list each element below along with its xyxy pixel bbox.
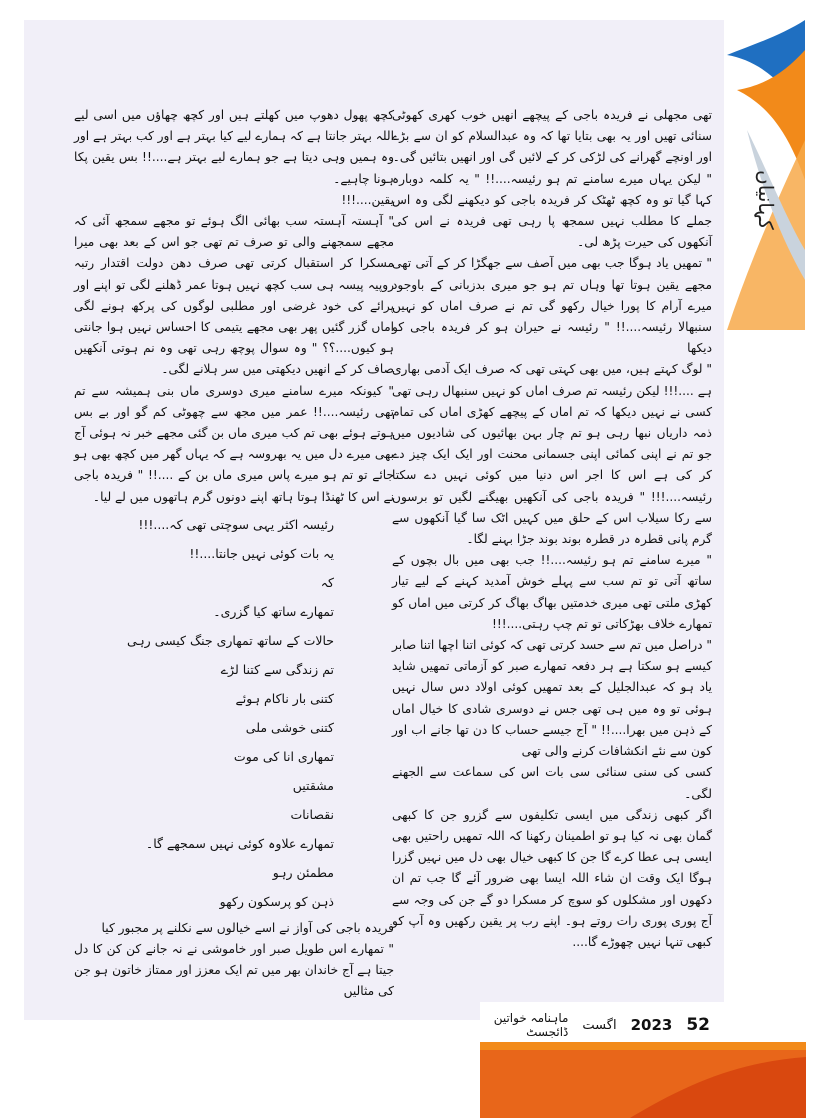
paragraph: تھی مجھلی نے فریدہ باجی کے پیچھے انھیں خوب کھری کھوٹی سنائی تھیں اور یہ بھی بتایا تھا کہ وہ عبدالسلام کو ان سے بڑے اور اونچے گھرانے کی لڑکی کر کے لائیں گی اور انھیں بتائیں گی۔ xyxy=(392,108,712,165)
section-title: کہانیاں xyxy=(754,170,778,230)
left-text-column xyxy=(74,105,394,1003)
poem-line: تمھارے علاوہ کوئی نہیں سمجھے گا۔ xyxy=(145,835,334,851)
poem-line: کتنی بار ناکام ہوئے xyxy=(235,690,334,706)
paragraph: " کیونکہ میرے سامنے میری دوسری ماں بنی ہمیشہ سے تم تھی رئیسہ....!! عمر میں مجھ سے چھوٹی کم گو اور بے بس ہوتے ہوئے بھی تم کب میری ماں بن گئی مجھے خبر نہ ہوئی آج بھی میرے دل میں یہ بھروسہ ہے کہ یہاں گھر میں کچھ بھی ہو جائے تو تم ہو میرے پاس میری ماں بن کے ....!! " فریدہ باجی نے اس کا ٹھنڈا ہوتا ہاتھ اپنے دونوں گرم ہاتھوں میں لے لیا۔ xyxy=(74,383,394,504)
paragraph: " تمھیں یاد ہوگا جب بھی میں آصف سے جھگڑا کر کے آتی تھی مجھے یقین ہوتا تھا وہاں تم ہو جو میری بدزبانی کے باوجود میرے آرام کا پورا خیال رکھو گی تم نے صرف اماں کو نہیں سنبھالا رئیسہ....!! " رئیسہ نے حیران ہو کر فریدہ باجی کو دیکھا xyxy=(392,256,712,356)
poem-line: تمھارے ساتھ کیا گزری۔ xyxy=(213,603,334,619)
poem-line: کہ xyxy=(320,574,334,590)
poem-line: ذہن کو پرسکون رکھو xyxy=(219,893,334,909)
magazine-name: ماہنامہ خواتین ڈائجسٹ xyxy=(493,1011,569,1039)
poem-line: یہ بات کوئی نہیں جانتا....!! xyxy=(189,545,334,561)
poem-block xyxy=(74,510,394,916)
paragraph: کچھ پھول دھوپ میں کھلتے ہیں اور کچھ چھاؤں میں اسی لیے اللہ بہتر جانتا ہے کہ ہمارے لیے کیا بہتر ہے اور کب بہتر ہے اور وہ ہمیں وہی دیتا ہے جو ہمارے لیے بہتر ہے....!! بس یقین پکا ہونا چاہیے۔ xyxy=(74,108,394,186)
poem-line: حالات کے ساتھ تمھاری جنگ کیسی رہی xyxy=(126,632,334,648)
poem-line: نقصانات xyxy=(290,806,334,822)
issue-month: اگست xyxy=(582,1017,617,1033)
paragraph: " تمھارے اس طویل صبر اور خاموشی نے نہ جانے کن کن کا دل جیتا ہے آج خاندان بھر میں تم ایک معزز اور ممتاز خاتون ہو جن کی مثالیں xyxy=(74,942,394,999)
paragraph: فریدہ باجی کی آواز نے اسے خیالوں سے نکلنے پر مجبور کیا xyxy=(101,920,394,935)
paragraph: اگر کبھی زندگی میں ایسی تکلیفوں سے گزرو جن کا کبھی گمان بھی نہ کیا ہو تو اطمینان رکھنا کہ اللہ تمھیں راحتیں بھی ایسی ہی عطا کرے گا جن کا کبھی خیال بھی دل میں نہیں گزرا ہوگا ایک وقت ان شاء اللہ ایسا بھی ضرور آئے گا جب تم ان دکھوں اور مشکلوں کو سوچ کر مسکرا دو گے جن کی وجہ سے آج پوری پوری رات روتے ہو۔ اپنے رب پر یقین رکھیں وہ آپ کو کبھی تنہا نہیں چھوڑے گا.... xyxy=(392,807,712,949)
footer-info xyxy=(490,1012,710,1038)
poem-line: رئیسہ اکثر یہی سوچتی تھی کہ....!!! xyxy=(138,516,334,532)
paragraph: " آہستہ آہستہ سب بھائی الگ ہوئے تو مجھے سمجھ آئی کہ مجھے سمجھنے والی تو صرف تم تھی جو اس کے بعد بھی میرا مسکرا کر استقبال کرتی تھی صرف دھن دولت اقتدار رتبہ روپیہ پیسہ ہی سب کچھ نہیں ہوتا عمر ڈھلنے لگی تو اپنے اور پرائے کی خود غرضی اور مطلبی لوگوں کی پرکھ ہونے لگی اماں گزر گئیں پھر بھی مجھے یتیمی کا احساس نہیں ہوا جانتی ہو کیوں....؟؟ " وہ سوال پوچھ رہی تھی وہ نم ہوتی آنکھیں صاف کر کے انھیں دیکھتی میں سر ہلانے لگی۔ xyxy=(74,214,394,377)
paragraph: کسی کی سنی سنائی سی بات اس کی سماعت سے الجھنے لگی۔ xyxy=(392,765,712,801)
paragraph: " لوگ کہتے ہیں، میں بھی کہتی تھی کہ صرف ایک آدمی بھاری ہے ....!!! لیکن رئیسہ تم صرف اماں کو نہیں سنبھال رہی تھی کسی نے نہیں دیکھا کہ تم اماں کے پیچھے کھڑی اماں کی تمام ذمہ داریاں نبھا رہی ہو تم چار بہن بھائیوں کی شادیوں میں جو تم نے اپنی کمائی اپنی جسمانی محنت اور ایک ایک چیز دے کر کی ہے اس کا اجر اس دنیا میں کوئی نہیں دے سکتا رئیسہ....!!! " فریدہ باجی کی آنکھیں بھیگنے لگیں تو برسوں سے رکا سیلاب اس کے حلق میں کہیں اٹک سا گیا آنکھوں سے گرم پانی قطرہ در قطرہ بوند بوند جڑا بہنے لگا۔ xyxy=(392,362,712,547)
paragraph: یقین....!!! xyxy=(341,192,394,207)
paragraph: " لیکن یہاں میرے سامنے تم ہو رئیسہ....!! " یہ کلمہ دوبارہ کہا گیا تو وہ کچھ ٹھٹک کر فریدہ باجی کو دیکھنے لگی وہ اس جملے کا مطلب نہیں سمجھ پا رہی تھی فریدہ نے اس کی آنکھوں کی حیرت پڑھ لی۔ xyxy=(392,171,712,250)
poem-line: تم زندگی سے کتنا لڑے xyxy=(220,661,334,677)
right-text-column xyxy=(392,105,712,953)
paragraph: " دراصل میں تم سے حسد کرتی تھی کہ کوئی اتنا اچھا اتنا صابر کیسے ہو سکتا ہے ہر دفعہ تمھارے صبر کو آزماتی تمھیں شاید یاد ہو کہ عبدالجلیل کے بعد تمھیں کوئی اولاد دس سال نہیں ہوئی تو وہ میں ہی تھی جس نے دوسری شادی کا خیال اماں کے ذہن میں بھرا....!! " آج جیسے حساب کا دن تھا جانے اب اور کون سے نئے انکشافات کرنے والی تھی xyxy=(392,638,712,759)
poem-line: تمھاری انا کی موت xyxy=(233,748,334,764)
paragraph: " میرے سامنے تم ہو رئیسہ....!! جب بھی میں بال بچوں کے ساتھ آتی تو تم سب سے پہلے خوش آمدید کہنے کے لیے تیار کھڑی ملتی تھی میری خدمتیں بھاگ بھاگ کر کرتی میں اماں کو تمھارے خلاف بھڑکاتی تو تم چپ رہتی....!!! xyxy=(392,553,712,631)
issue-year: 2023 xyxy=(630,1016,673,1034)
poem-line: مشقتیں xyxy=(292,777,334,793)
poem-line: مطمئن رہو xyxy=(272,864,334,880)
poem-line: کتنی خوشی ملی xyxy=(245,719,334,735)
page-number: 52 xyxy=(686,1015,710,1035)
